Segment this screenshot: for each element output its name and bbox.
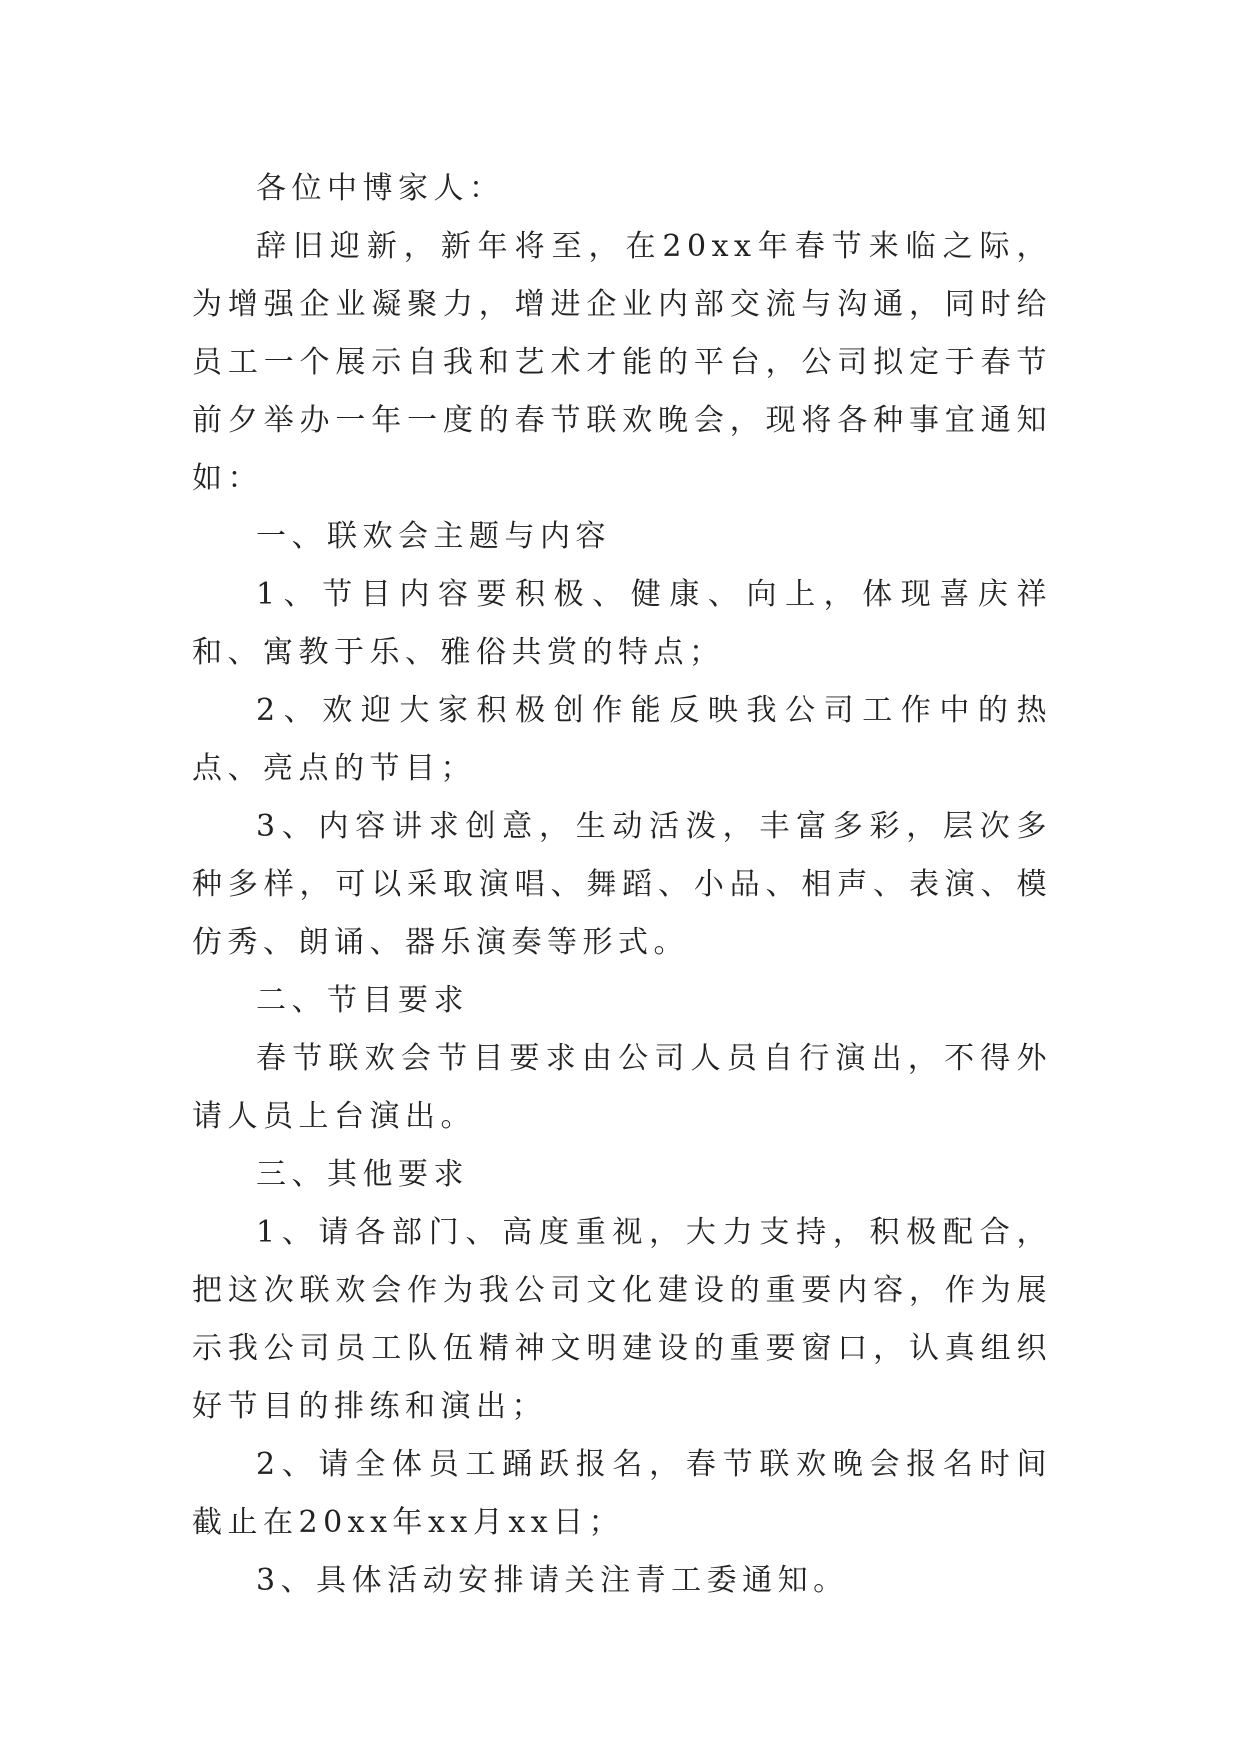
list-item: 3、具体活动安排请关注青工委通知。 [256,1563,849,1598]
list-item: 1、请各部门、高度重视，大力支持，积极配合，把这次联欢会作为我公司文化建设的重要内容，作为展示我公司员工队伍精神文明建设的重要窗口，认真组织好节目的排练和演出； [192,1215,1052,1424]
intro-paragraph: 辞旧迎新，新年将至，在20xx年春节来临之际，为增强企业凝聚力，增进企业内部交流与沟通，同时给员工一个展示自我和艺术才能的平台，公司拟定于春节前夕举办一年一度的春节联欢晚会，现将各种事宜通知如： [192,229,1052,496]
salutation: 各位中博家人： [256,171,505,206]
section-heading-requirements: 二、节目要求 [256,983,469,1018]
section-heading-theme: 一、联欢会主题与内容 [256,519,611,554]
list-item: 2、请全体员工踊跃报名，春节联欢晚会报名时间截止在20xx年xx月xx日； [192,1447,1052,1540]
body-paragraph: 春节联欢会节目要求由公司人员自行演出，不得外请人员上台演出。 [192,1041,1052,1134]
list-item: 2、欢迎大家积极创作能反映我公司工作中的热点、亮点的节目； [192,693,1052,786]
section-heading-other: 三、其他要求 [256,1157,469,1192]
document-body [192,160,1052,1610]
list-item: 3、内容讲求创意，生动活泼，丰富多彩，层次多种多样，可以采取演唱、舞蹈、小品、相声、表演、模仿秀、朗诵、器乐演奏等形式。 [192,809,1052,960]
list-item: 1、节目内容要积极、健康、向上，体现喜庆祥和、寓教于乐、雅俗共赏的特点； [192,577,1052,670]
